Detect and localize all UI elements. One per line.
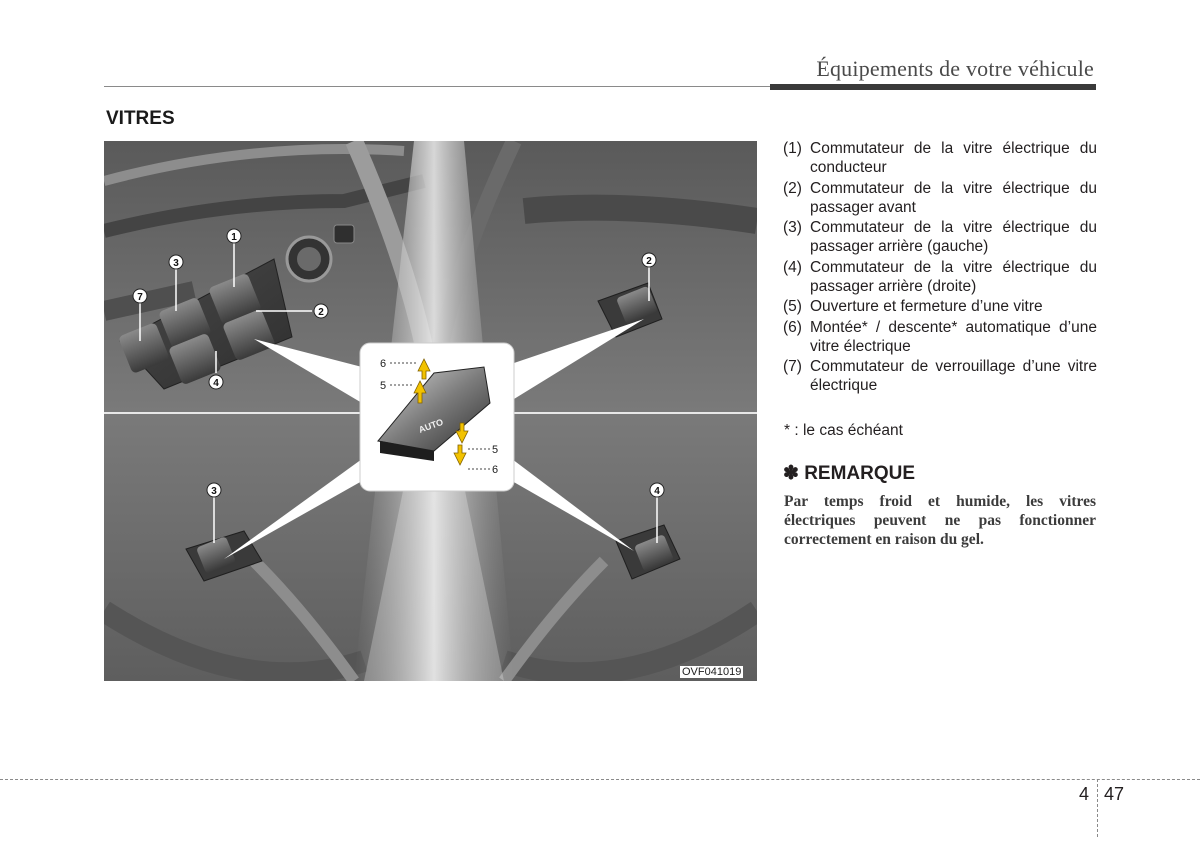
legend-number: (2): [783, 179, 802, 197]
legend-number: (4): [783, 258, 802, 276]
zoom-label-6-down: 6: [492, 464, 499, 476]
legend-list: [783, 139, 1097, 397]
footer-rule: [0, 779, 1200, 780]
callout-1: 1: [231, 232, 237, 243]
zoom-inset: [360, 343, 514, 491]
callout-2-driver: 2: [318, 307, 324, 318]
legend-item: [783, 357, 1097, 395]
note-body: Par temps froid et humide, les vitres électriques peuvent ne pas fonctionner correctement en raison du gel.: [784, 493, 1096, 548]
legend-text: Montée* / descente* automatique d’une vitre électrique: [810, 318, 1097, 355]
legend-item: [783, 297, 1097, 316]
legend-number: (1): [783, 140, 802, 157]
legend-number: (6): [783, 318, 802, 336]
legend-number: (7): [783, 358, 802, 375]
auto-label: AUTO: [417, 416, 445, 435]
page-chapter: 4: [1079, 784, 1090, 804]
footer-separator: [1097, 779, 1098, 837]
page-number: 47: [1104, 784, 1125, 804]
legend-text: Ouverture et fermeture d’une vitre: [810, 298, 1043, 315]
zoom-label-6-up: 6: [380, 358, 387, 370]
legend-item: [783, 179, 1097, 217]
zoom-label-5-down: 5: [492, 444, 499, 456]
callout-7: 7: [137, 292, 143, 303]
callout-3: 3: [173, 258, 179, 269]
legend-item: [783, 139, 1097, 177]
legend-item: [783, 218, 1097, 256]
legend-text: Commutateur de la vitre électrique du passager arrière (droite): [810, 258, 1097, 295]
callout-4-driver: 4: [213, 378, 219, 389]
callout-4-rear: 4: [654, 486, 660, 497]
callout-2-passenger: 2: [646, 256, 652, 267]
figure-code: OVF041019: [682, 666, 742, 678]
legend-item: [783, 258, 1097, 296]
legend-number: (5): [783, 298, 802, 315]
legend-number: (3): [783, 219, 802, 236]
footnote: * : le cas échéant: [784, 422, 903, 439]
legend-text: Commutateur de verrouillage d’une vitre électrique: [810, 358, 1097, 394]
legend-item: [783, 318, 1097, 356]
zoom-label-5-up: 5: [380, 380, 387, 392]
note-heading: ✽ REMARQUE: [783, 463, 916, 484]
legend-text: Commutateur de la vitre électrique du passager arrière (gauche): [810, 219, 1097, 255]
header-bar: [770, 84, 1096, 90]
window-switch-illustration: [104, 141, 757, 681]
callout-3-rear: 3: [211, 486, 217, 497]
chapter-title: Équipements de votre véhicule: [816, 56, 1094, 81]
legend-text: Commutateur de la vitre électrique du passager avant: [810, 179, 1097, 216]
section-heading: VITRES: [106, 108, 175, 129]
legend-text: Commutateur de la vitre électrique du conducteur: [810, 140, 1097, 176]
